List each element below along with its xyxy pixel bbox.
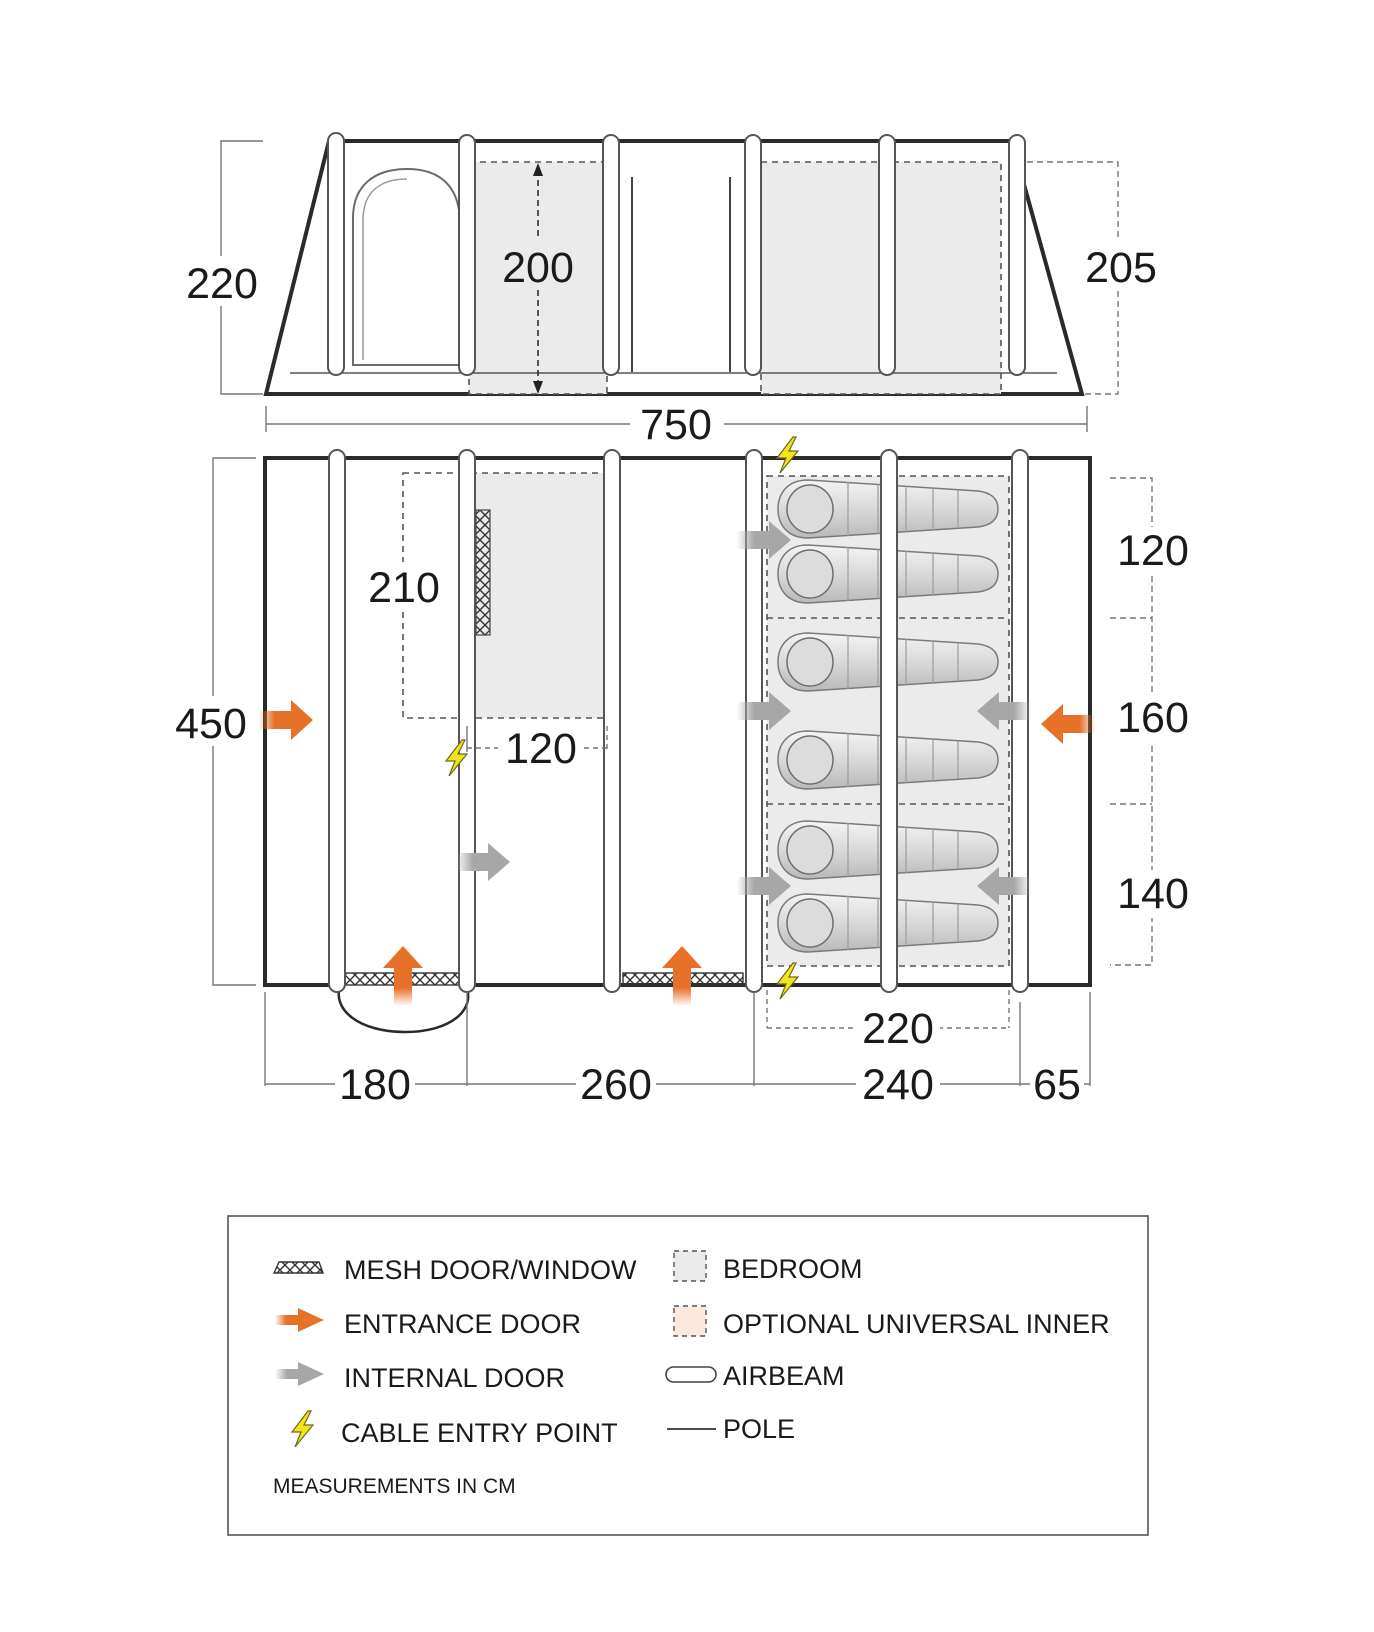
section-2-label: 260 (580, 1061, 652, 1109)
mesh-window (476, 510, 490, 635)
inner-height-label: 200 (502, 244, 574, 292)
bedroom-depth-1-label: 120 (1117, 527, 1189, 575)
legend-airbeam-label: AIRBEAM (723, 1361, 845, 1391)
bedroom-depth-2-label: 160 (1117, 694, 1189, 742)
porch-inner-width-label: 120 (505, 725, 577, 773)
legend-cable-label: CABLE ENTRY POINT (341, 1418, 618, 1448)
legend-optional-inner-label: OPTIONAL UNIVERSAL INNER (723, 1309, 1110, 1339)
legend-units-label: MEASUREMENTS IN CM (273, 1475, 516, 1498)
porch-inner-height-label: 210 (368, 564, 440, 612)
floor-plan (172, 437, 1196, 1109)
legend-pole-label: POLE (723, 1414, 796, 1444)
height-left-label: 220 (186, 260, 258, 308)
section-4-label: 65 (1033, 1061, 1081, 1109)
legend-internal-label: INTERNAL DOOR (344, 1363, 566, 1393)
optional-inner-legend-icon (674, 1306, 706, 1336)
legend (228, 1216, 1148, 1535)
legend-entrance-label: ENTRANCE DOOR (344, 1309, 582, 1339)
section-3-label: 240 (862, 1061, 934, 1109)
bedroom-length-label: 220 (862, 1005, 934, 1053)
side-elevation (180, 133, 1160, 449)
bedroom-depth-3-label: 140 (1117, 870, 1189, 918)
total-width-label: 450 (175, 700, 247, 748)
height-right-label: 205 (1085, 244, 1157, 292)
total-length-label: 750 (640, 401, 712, 449)
mesh-legend-icon (274, 1262, 323, 1273)
legend-mesh-label: MESH DOOR/WINDOW (344, 1255, 637, 1285)
bedroom-legend-icon (674, 1251, 706, 1281)
airbeam-legend-icon (666, 1367, 716, 1382)
porch-inner-area (471, 473, 607, 718)
section-1-label: 180 (339, 1061, 411, 1109)
legend-bedroom-label: BEDROOM (723, 1254, 863, 1284)
